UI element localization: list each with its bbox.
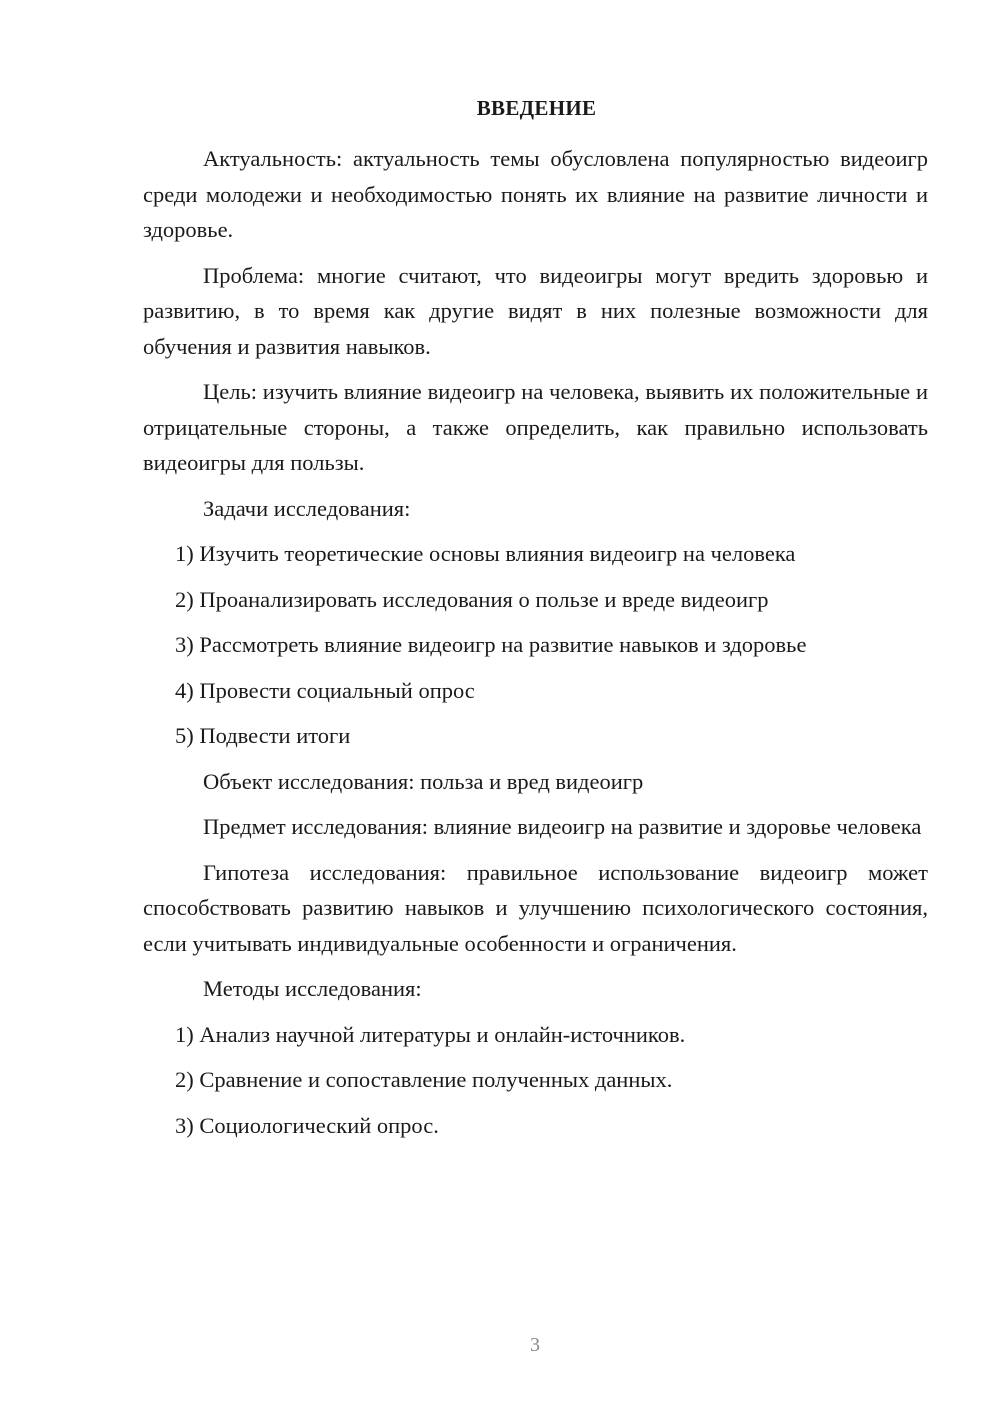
problem-paragraph: Проблема: многие считают, что видеоигры могут вредить здоровью и развитию, в то время как другие видят в них полезные возможности для обучения и развития навыков. <box>143 262 928 359</box>
hypothesis-paragraph: Гипотеза исследования: правильное использование видеоигр может способствовать развитию навыков и улучшению психологического состояния, если учитывать индивидуальные особенности и ограничения. <box>143 859 928 956</box>
method-item: 1) Анализ научной литературы и онлайн-источников. <box>175 1021 686 1047</box>
task-item: 3) Рассмотреть влияние видеоигр на развитие навыков и здоровье <box>175 632 807 657</box>
methods-title: Методы исследования: <box>203 976 422 1001</box>
page-number: 3 <box>530 1334 540 1356</box>
tasks-title: Задачи исследования: <box>203 495 411 521</box>
goal-paragraph: Цель: изучить влияние видеоигр на человека, выявить их положительные и отрицательные стороны, а также определить, как правильно использовать видеоигры для пользы. <box>143 379 928 475</box>
task-item: 2) Проанализировать исследования о пользе и вреде видеоигр <box>175 586 769 612</box>
page-title: ВВЕДЕНИЕ <box>476 96 597 120</box>
task-item: 1) Изучить теоретические основы влияния видеоигр на человека <box>175 541 796 566</box>
object-paragraph: Объект исследования: польза и вред видеоигр <box>203 768 644 794</box>
method-item: 2) Сравнение и сопоставление полученных данных. <box>175 1067 673 1092</box>
relevance-paragraph: Актуальность: актуальность темы обусловлена популярностью видеоигр среди молодежи и необходимостью понять их влияние на развитие личности и здоровье. <box>143 146 928 242</box>
task-item: 5) Подвести итоги <box>175 723 351 748</box>
task-item: 4) Провести социальный опрос <box>175 677 475 703</box>
subject-paragraph: Предмет исследования: влияние видеоигр на развитие и здоровье человека <box>203 814 922 839</box>
document-body <box>143 141 928 1153</box>
method-item: 3) Социологический опрос. <box>175 1112 439 1138</box>
